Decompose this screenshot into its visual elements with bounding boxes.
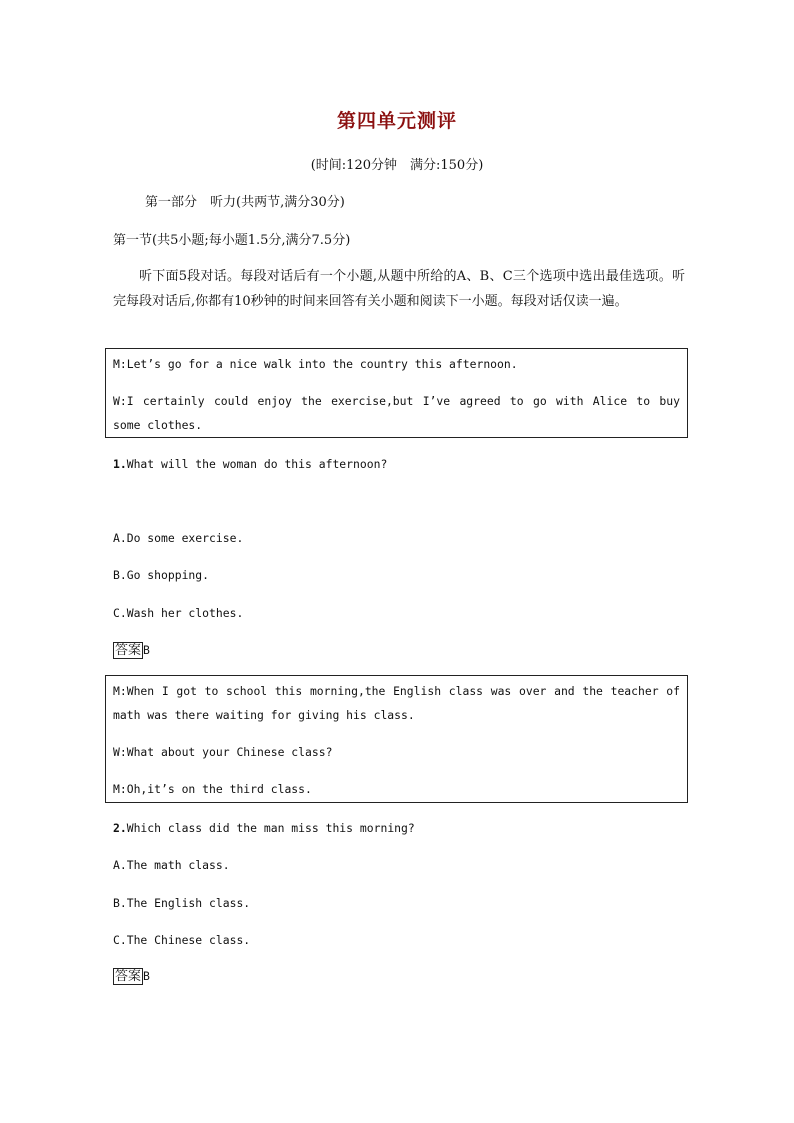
- instructions-paragraph: 听下面5段对话。每段对话后有一个小题,从题中所给的A、B、C三个选项中选出最佳选项。听完每段对话后,你都有10秒钟的时间来回答有关小题和阅读下一小题。每段对话仅读一遍。: [113, 269, 685, 309]
- question-1-number: 1.: [113, 457, 127, 471]
- section-heading: 第一节(共5小题;每小题1.5分,满分7.5分): [113, 233, 351, 248]
- question-1: [113, 457, 387, 471]
- question-1-option-a[interactable]: A.Do some exercise.: [113, 531, 244, 545]
- question-2-option-a[interactable]: A.The math class.: [113, 858, 230, 872]
- question-1-option-b[interactable]: B.Go shopping.: [113, 568, 210, 582]
- part-heading: 第一部分 听力(共两节,满分30分): [145, 195, 345, 210]
- answer-value: B: [143, 643, 150, 657]
- dialogue-2-line-2: W:What about your Chinese class?: [113, 745, 333, 759]
- answer-label: 答案: [115, 969, 142, 984]
- question-1-text: What will the woman do this afternoon?: [126, 457, 388, 471]
- question-2-option-c[interactable]: C.The Chinese class.: [113, 933, 251, 947]
- dialogue-1-line-1: M:Let’s go for a nice walk into the country this afternoon.: [113, 357, 518, 371]
- question-2-option-b[interactable]: B.The English class.: [113, 896, 251, 910]
- dialogue-2-box: [105, 675, 688, 803]
- question-2-text: Which class did the man miss this morning?: [126, 821, 415, 835]
- answer-label: 答案: [115, 643, 142, 658]
- page-title: 第四单元测评: [336, 110, 457, 132]
- dialogue-2-line-1: M:When I got to school this morning,the English class was over and the teacher of math was there waiting for giving his class.: [113, 684, 680, 722]
- answer-value: B: [143, 969, 150, 983]
- dialogue-1-line-2: W:I certainly could enjoy the exercise,but I’ve agreed to go with Alice to buy some clothes.: [113, 394, 680, 432]
- exam-info: (时间:120分钟 满分:150分): [310, 158, 484, 173]
- question-1-option-c[interactable]: C.Wash her clothes.: [113, 606, 244, 620]
- dialogue-2-line-3: M:Oh,it’s on the third class.: [113, 782, 312, 796]
- question-2-answer: [113, 968, 150, 985]
- question-1-answer: [113, 642, 150, 659]
- question-2-number: 2.: [113, 821, 127, 835]
- question-2: [113, 821, 415, 835]
- dialogue-1-box: [105, 348, 688, 438]
